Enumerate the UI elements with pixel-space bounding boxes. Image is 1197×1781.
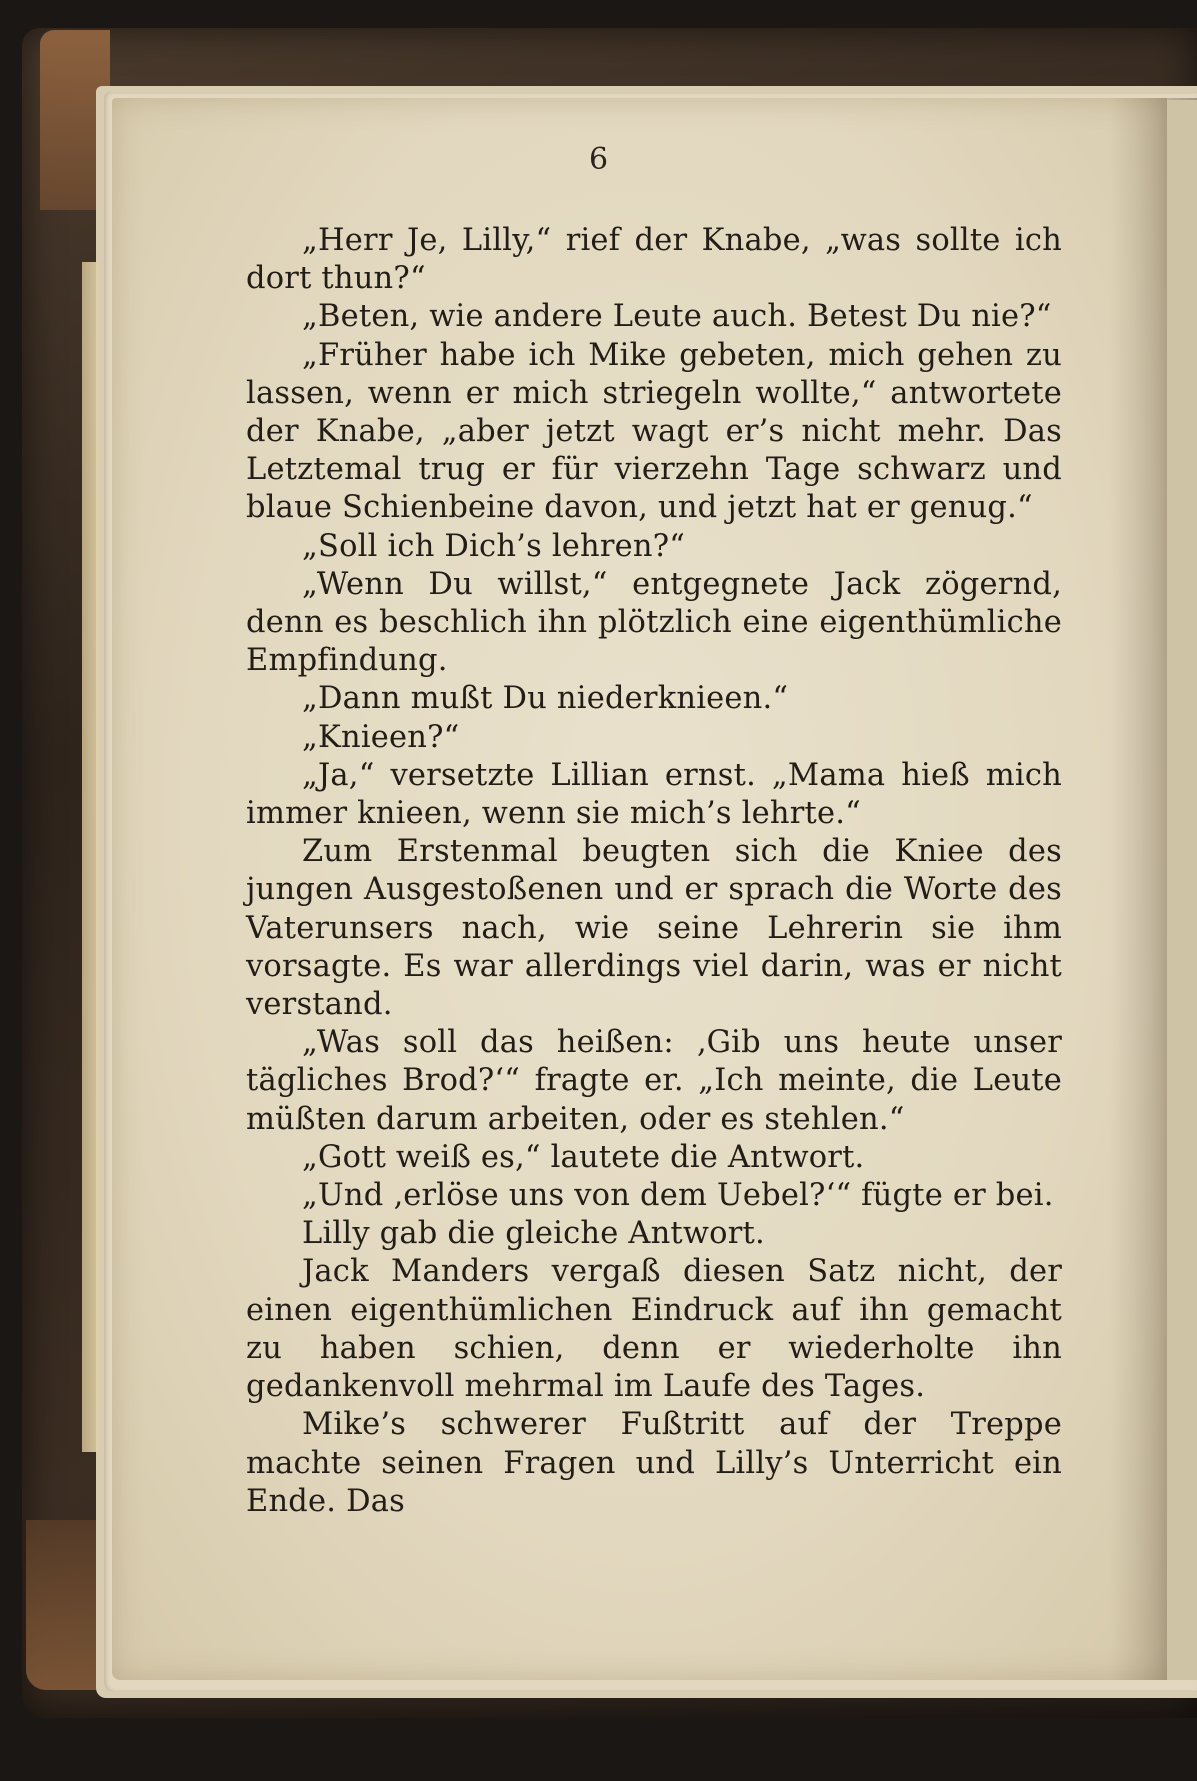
- paragraph: Jack Manders vergaß diesen Satz nicht, der einen eigenthümlichen Eindruck auf ihn gemacht zu haben schien, denn er wiederholte ihn gedankenvoll mehrmal im Laufe des Tages.: [246, 1254, 1062, 1405]
- paragraph: Zum Erstenmal beugten sich die Kniee des jungen Ausgestoßenen und er sprach die Worte des Vaterunsers nach, wie seine Lehrerin sie ihm vorsagte. Es war allerdings viel darin, was er nicht verstand.: [246, 834, 1062, 1023]
- paragraph: „Was soll das heißen: ‚Gib uns heute unser tägliches Brod?‘“ fragte er. „Ich meinte, die Leute müßten darum arbeiten, oder es stehlen.“: [246, 1025, 1062, 1137]
- paragraph: „Und ‚erlöse uns von dem Uebel?‘“ fügte er bei.: [302, 1178, 1054, 1214]
- paragraph: Mike’s schwerer Fußtritt auf der Treppe machte seinen Fragen und Lilly’s Unterricht ein Ende. Das: [246, 1407, 1062, 1519]
- paragraph: „Wenn Du willst,“ entgegnete Jack zögernd, denn es beschlich ihn plötzlich eine eigenthümliche Empfindung.: [246, 566, 1062, 679]
- paragraph: „Dann mußt Du niederknieen.“: [302, 681, 789, 717]
- page-number: 6: [588, 142, 609, 177]
- facing-page-edge: [1167, 100, 1197, 1680]
- paragraph: „Beten, wie andere Leute auch. Betest Du nie?“: [302, 299, 1052, 335]
- paragraph: Lilly gab die gleiche Antwort.: [302, 1216, 765, 1252]
- paragraph: „Ja,“ versetzte Lillian ernst. „Mama hieß mich immer knieen, wenn sie mich’s lehrte.“: [246, 757, 1062, 832]
- paragraph: „Knieen?“: [302, 719, 460, 755]
- paragraph: „Herr Je, Lilly,“ rief der Knabe, „was sollte ich dort thun?“: [246, 223, 1062, 297]
- paragraph: „Früher habe ich Mike gebeten, mich gehen zu lassen, wenn er mich striegeln wollte,“ antwortete der Knabe, „aber jetzt wagt er’s nicht mehr. Das Letztemal trug er für vierzehn Tage schwarz und blaue Schienbeine davon, und jetzt hat er genug.“: [246, 337, 1062, 526]
- paragraph: „Soll ich Dich’s lehren?“: [302, 528, 686, 564]
- body-text: [246, 222, 1062, 1521]
- paragraph: „Gott weiß es,“ lautete die Antwort.: [302, 1139, 865, 1175]
- binding-tape-strip: [82, 262, 98, 1452]
